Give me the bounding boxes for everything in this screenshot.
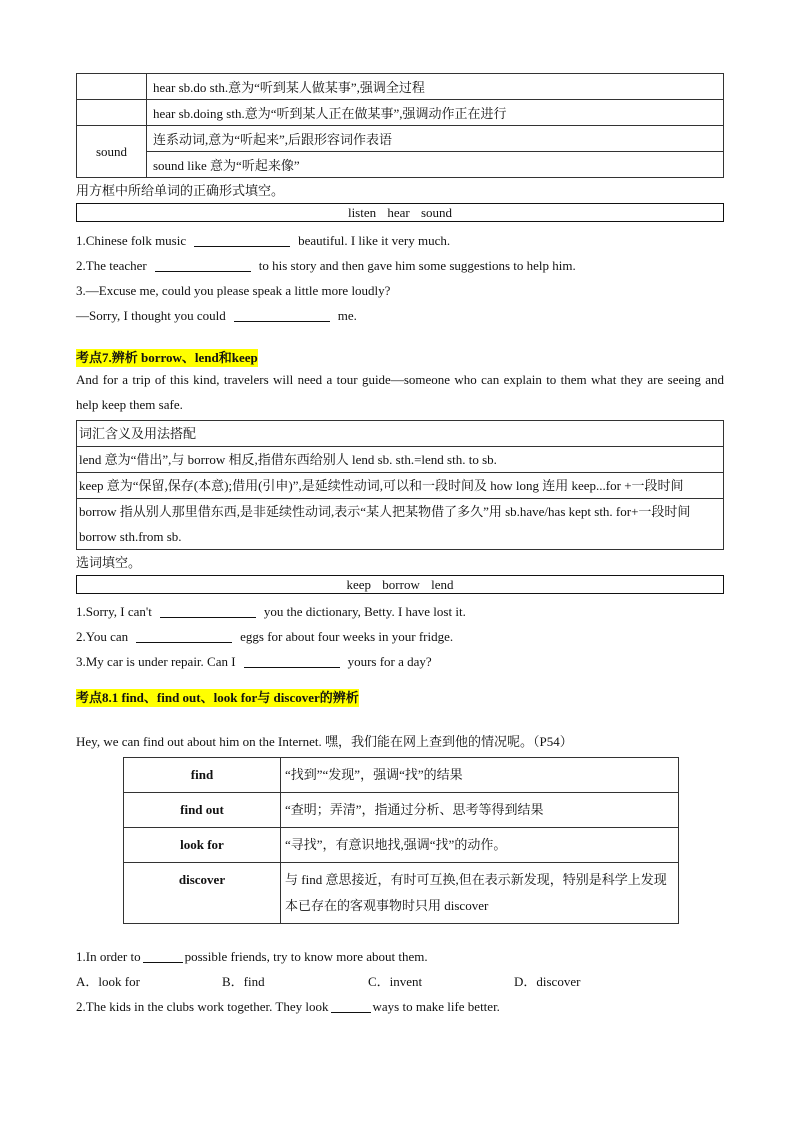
section-8 xyxy=(76,689,724,707)
borrow-lend-keep-table xyxy=(76,420,724,550)
answer-blank[interactable] xyxy=(244,653,340,668)
word-box: listen hear sound xyxy=(76,203,724,222)
section-7 xyxy=(76,349,724,367)
question-2: 2.The kids in the clubs work together. They look ways to make life better. xyxy=(76,999,500,1014)
answer-blank[interactable] xyxy=(160,603,256,618)
table-row xyxy=(77,126,724,152)
table-row: lend 意为“借出”,与 borrow 相反,指借东西给别人 lend sb. sth.=lend sth. to sb. xyxy=(77,447,724,473)
table-row: find “找到”“发现”，强调“找”的结果 xyxy=(124,758,679,793)
example-paragraph: And for a trip of this kind, travelers will need a tour guide—someone who can explain to them what they are seeing and help keep them safe. xyxy=(76,372,724,412)
option-b[interactable]: B．find xyxy=(222,974,265,989)
question-1: 1.Sorry, I can't you the dictionary, Betty. I have lost it. xyxy=(76,604,466,619)
usage-cell: hear sb.do sth.意为“听到某人做某事”,强调全过程 xyxy=(147,74,724,100)
hear-sound-table xyxy=(76,73,724,178)
table-row: look for “寻找”，有意识地找,强调“找”的动作。 xyxy=(124,828,679,863)
word-box: keep borrow lend xyxy=(76,575,724,594)
question-2: 2.You can eggs for about four weeks in your fridge. xyxy=(76,629,454,644)
answer-blank[interactable] xyxy=(136,628,232,643)
example-sentence: Hey, we can find out about him on the Internet. 嘿，我们能在网上查到他的情况呢。（P54） xyxy=(76,734,573,749)
question-3-line1: 3.—Excuse me, could you please speak a little more loudly? xyxy=(76,283,391,298)
exercise-instruction: 选词填空。 xyxy=(76,555,142,570)
question-2: 2.The teacher to his story and then gave him some suggestions to help him. xyxy=(76,258,576,273)
table-row: find out “查明；弄清”，指通过分析、思考等得到结果 xyxy=(124,793,679,828)
worksheet-page xyxy=(76,73,724,1019)
table-row: discover 与 find 意思接近，有时可互换,但在表示新发现，特别是科学上发现本已存在的客观事物时只用 discover xyxy=(124,863,679,924)
table-row xyxy=(77,74,724,100)
usage-cell: hear sb.doing sth.意为“听到某人正在做某事”,强调动作正在进行 xyxy=(147,100,724,126)
question-1: 1.In order to possible friends, try to know more about them. xyxy=(76,949,428,964)
find-discover-table xyxy=(123,757,679,924)
option-d[interactable]: D．discover xyxy=(514,974,581,989)
section-heading: 考点8.1 find、find out、look for与 discover的辨析 xyxy=(76,690,359,705)
table-row: keep 意为“保留,保存(本意);借用(引申)”,是延续性动词,可以和一段时间及 how long 连用 keep...for +一段时间 xyxy=(77,473,724,499)
section-heading: 考点7.辨析 borrow、lend和keep xyxy=(76,350,258,365)
table-row: borrow 指从别人那里借东西,是非延续性动词,表示“某人把某物借了多久”用 sb.have/has kept sth. for+一段时间 borrow sth.from sb. xyxy=(77,499,724,550)
question-1: 1.Chinese folk music beautiful. I like it very much. xyxy=(76,233,451,248)
table-row xyxy=(77,152,724,178)
answer-blank[interactable] xyxy=(155,257,251,272)
usage-cell: 连系动词,意为“听起来”,后跟形容词作表语 xyxy=(147,126,724,152)
word-cell xyxy=(77,100,147,126)
option-c[interactable]: C．invent xyxy=(368,974,423,989)
table-row xyxy=(77,100,724,126)
usage-cell: sound like 意为“听起来像” xyxy=(147,152,724,178)
option-a[interactable]: A．look for xyxy=(76,974,140,989)
answer-blank[interactable] xyxy=(194,232,290,247)
answer-blank[interactable] xyxy=(143,948,183,963)
word-cell: sound xyxy=(77,126,147,178)
question-3: 3.My car is under repair. Can I yours for a day? xyxy=(76,654,432,669)
answer-blank[interactable] xyxy=(234,307,330,322)
answer-options xyxy=(76,969,724,994)
answer-blank[interactable] xyxy=(331,998,371,1013)
table-row: 词汇含义及用法搭配 xyxy=(77,421,724,447)
question-3-line2: —Sorry, I thought you could me. xyxy=(76,308,357,323)
exercise-instruction: 用方框中所给单词的正确形式填空。 xyxy=(76,183,285,198)
word-cell xyxy=(77,74,147,100)
